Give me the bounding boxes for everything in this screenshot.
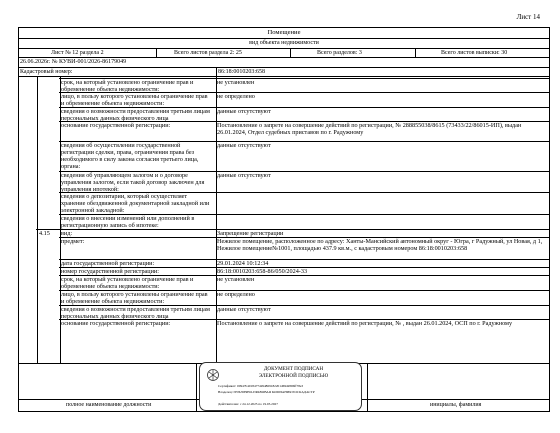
record-row-value — [215, 193, 549, 214]
record-row-value: Постановление о запрете на совершение действий по регистрации, № 288855038/8615 (73433/22/86015-ИП), выдан 26.01.2024, Отдел судебных приставов по г. Радужному — [217, 121, 522, 136]
emblem-icon — [206, 368, 220, 382]
record-row-value — [215, 215, 549, 229]
record-4-15-row-value: не определено — [217, 290, 255, 298]
cadastral-label: Кадастровый номер: — [20, 68, 73, 75]
header-table — [18, 27, 550, 58]
section-sheets-total: Всего листов раздела 2: 25 — [174, 50, 242, 56]
stamp-certificate: Сертификат: 00947b4018477a994869182201d69a9806ff78e3 — [218, 384, 304, 388]
stamp-validity: Действителен: с 24.12.2025 по 19.03.2027 — [218, 402, 278, 406]
record-row-label: основание государственной регистрации: — [61, 121, 171, 129]
record-row-label: сведения об управляющем залогом и о договоре управления залогом, если такой договор заключен для управления ипотекой: — [61, 171, 205, 193]
record-4-15-row-label: предмет: — [61, 237, 85, 245]
name-caption: инициалы, фамилия — [430, 402, 482, 408]
record-row-value: данные отсутствуют — [217, 171, 271, 179]
record-4-15-row-label: основание государственной регистрации: — [61, 319, 171, 327]
sections-total: Всего разделов: 3 — [317, 50, 362, 56]
record-row-value: не определено — [217, 92, 255, 100]
record-4-15-row-label: дата государственной регистрации: — [61, 259, 155, 267]
electronic-signature-stamp — [199, 362, 362, 411]
record-row-label: сведения об осуществлении государственной регистрации сделки, права, ограничения права без необходимого в силу закона согласия третьего лица, органа: — [61, 141, 199, 170]
sheet-number: Лист № 12 раздела 2 — [51, 50, 104, 56]
record-4-15-row-value: Нежилое помещение, расположенное по адресу: Ханты-Мансийский автономный округ - Югра, г Радужный, ул Новая, д 1, Нежилое помещение№1001, площадью 437.9 кв.м., с кадастровым номером 86:18:0010203:658 — [217, 237, 543, 252]
cadastral-number: 86:18:0010203:658 — [218, 68, 266, 75]
record-number: 4.15 — [39, 229, 50, 237]
record-4-15-row-label: срок, на который установлено ограничение прав и обременение объекта недвижимости: — [61, 275, 194, 290]
record-row-label: сведения о внесении изменений или дополнений в регистрационную запись об ипотеке: — [61, 214, 195, 229]
record-kind-label: вид: — [61, 229, 73, 237]
record-row-label: сведения о депозитарии, который осуществляет хранение обездвиженной документарной закладной или электронной закладной: — [61, 192, 210, 214]
record-4-15-row-value: данные отсутствуют — [217, 305, 271, 313]
record-4-15-row-value: Постановление о запрете на совершение действий по регистрации, № , выдан 26.01.2024, ОСП по г. Радужному — [217, 319, 513, 327]
record-row-label: сведения о возможности предоставления третьим лицам персональных данных физического лица — [61, 107, 210, 122]
record-kind-value: Запрещение регистрации — [217, 229, 284, 237]
record-row-label: срок, на который установлено ограничение прав и обременение объекта недвижимости: — [61, 78, 194, 93]
page-number: Лист 14 — [516, 13, 540, 21]
reference-box — [18, 58, 550, 77]
record-4-15-row-label: лицо, в пользу которого установлены ограничение прав и обременение объекта недвижимости: — [61, 290, 208, 305]
record-4-15-row-value: 86:18:0010203:658-86/050/2024-33 — [217, 267, 308, 275]
document-reference: 26.06.2026г. № КУВИ-001/2026-86179049 — [20, 59, 127, 65]
record-row-value: не установлен — [217, 78, 255, 86]
stamp-line-1: ДОКУМЕНТ ПОДПИСАН — [263, 366, 324, 372]
record-row-label: лицо, в пользу которого установлены ограничение прав и обременение объекта недвижимости: — [61, 92, 208, 107]
stamp-owner: Владелец: ПУБЛИЧНО-ПРАВОВАЯ КОМПАНИЯ РОСКАДАСТР — [218, 390, 315, 394]
record-row-value: данные отсутствуют — [217, 141, 271, 149]
extract-sheets-total: Всего листов выписки: 30 — [441, 50, 508, 56]
record-4-15-row-label: номер государственной регистрации: — [61, 267, 159, 275]
record-row-value: данные отсутствуют — [217, 107, 271, 115]
stamp-line-2: ЭЛЕКТРОННОЙ ПОДПИСЬЮ — [258, 373, 329, 379]
object-type-title: Помещение — [267, 29, 301, 36]
record-4-15-row-value: не установлен — [217, 275, 255, 283]
position-caption: полное наименование должности — [66, 402, 152, 408]
object-type-caption: вид объекта недвижимости — [249, 40, 319, 46]
record-4-15-row-value: 29.01.2024 10:12:34 — [217, 259, 269, 267]
record-4-15-row-label: сведения о возможности предоставления третьим лицам персональных данных физического лица — [61, 305, 210, 320]
